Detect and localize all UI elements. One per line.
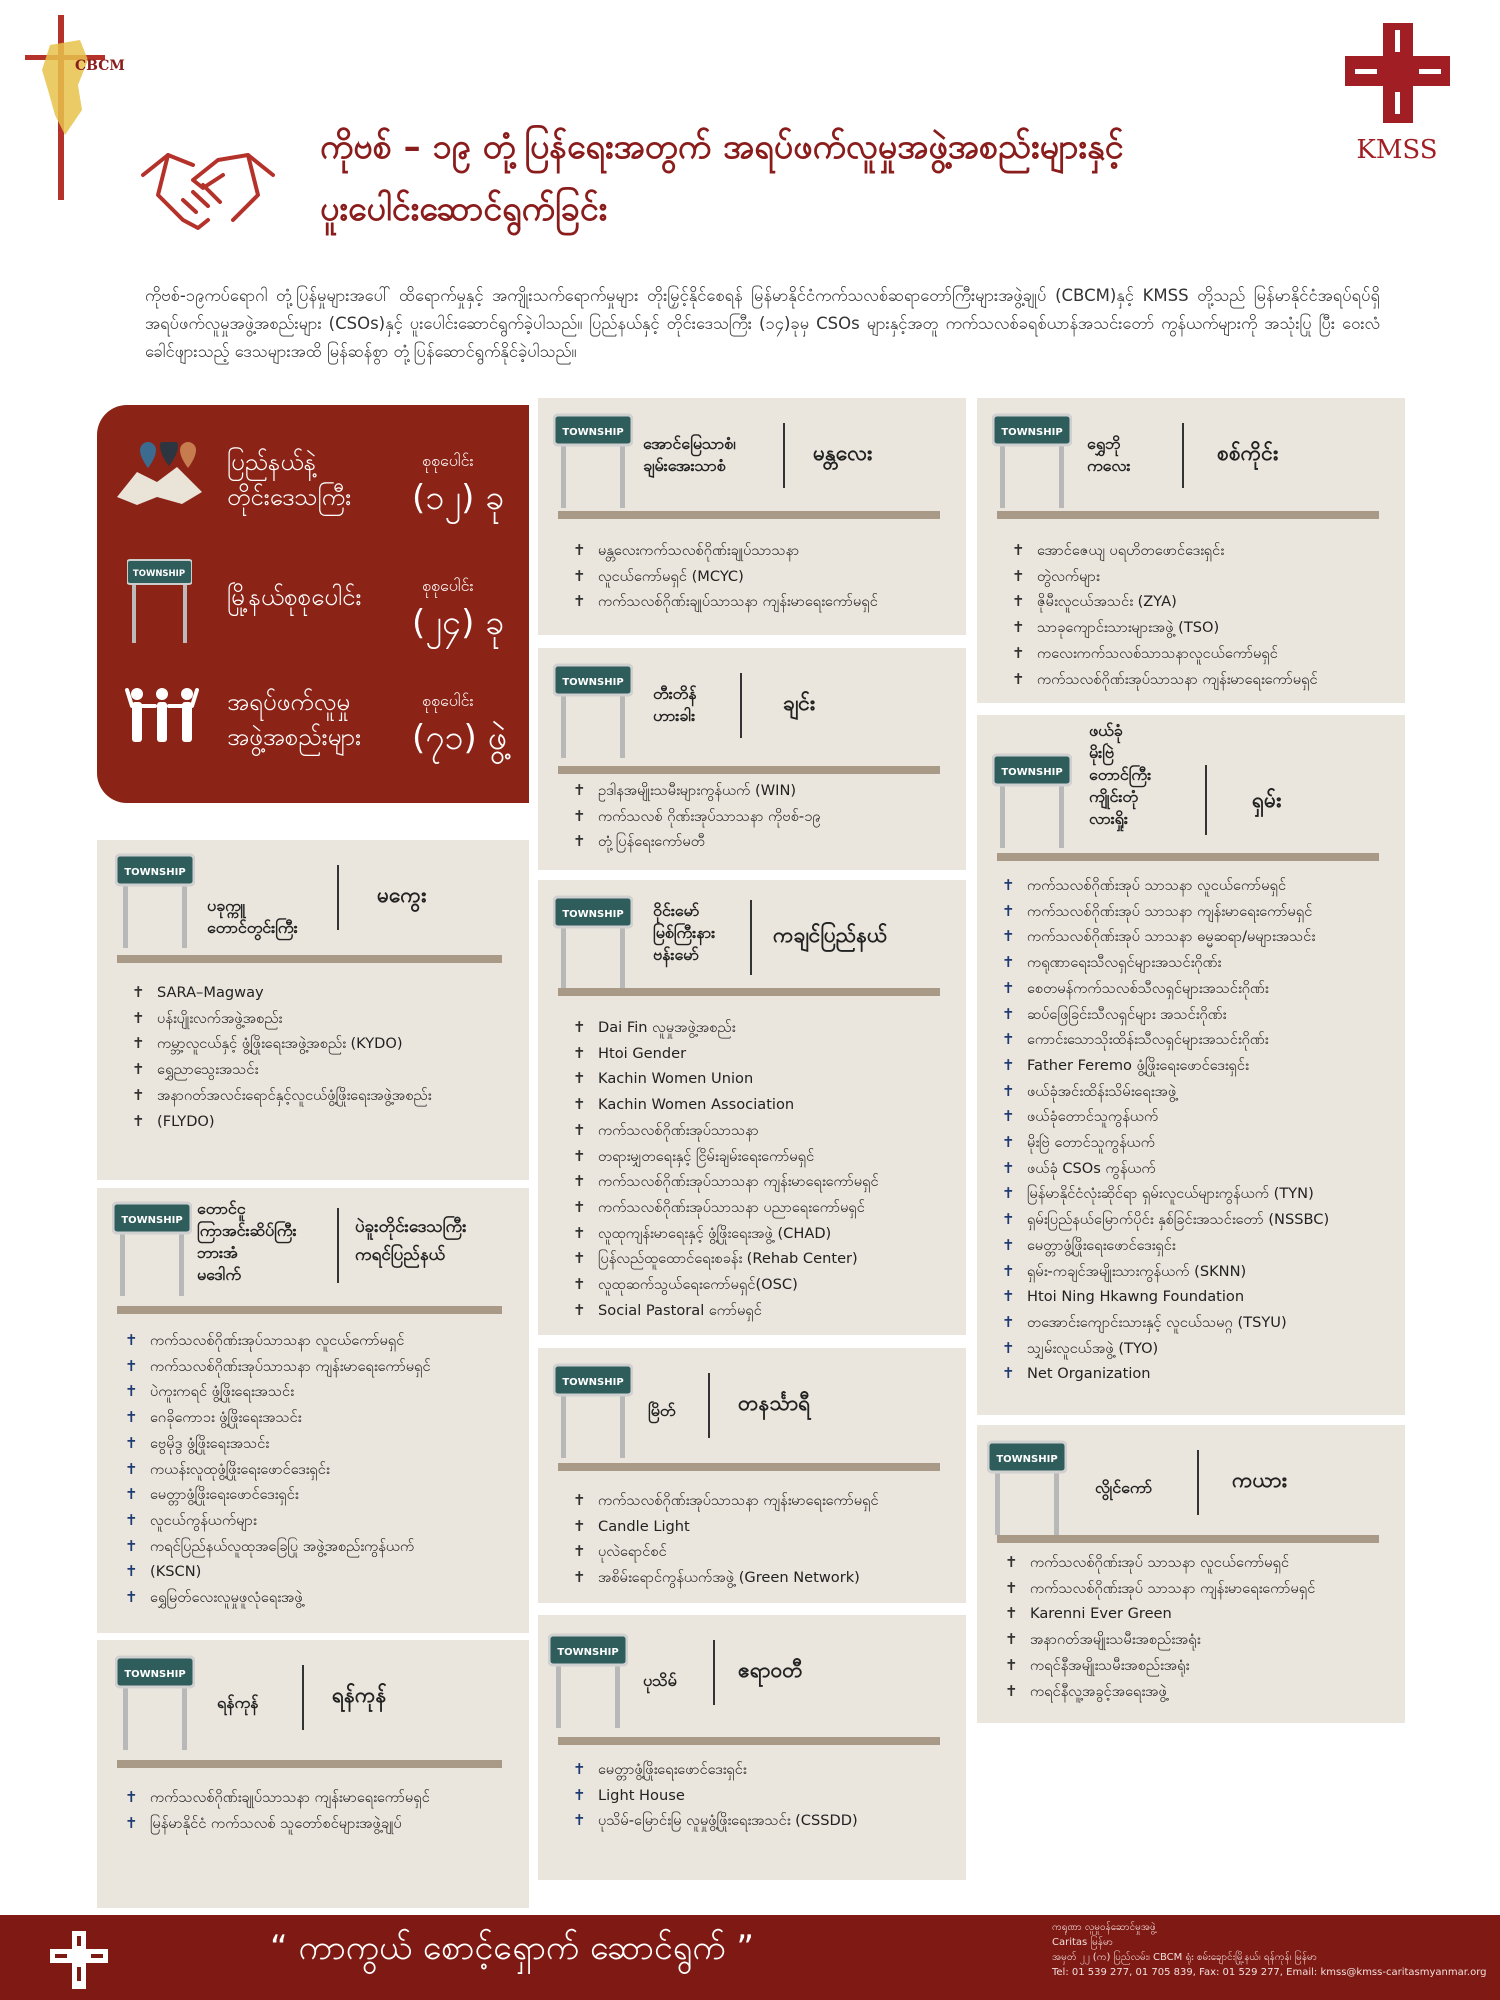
caritas-logo-icon [48,1929,110,1991]
cso-item: ✝ မေတ္တာဖွံ့ဖြိုးရေးဖောင်ဒေးရှင်း [573,1757,958,1783]
stat-value: (၂၄) ခု [412,603,505,643]
divider [337,1208,339,1283]
cso-list [132,980,522,1134]
cso-item: ✝ Htoi Gender [573,1041,958,1067]
township-sign-icon [115,850,195,950]
cso-item: ✝ ရှမ်းပြည်နယ်မြောက်ပိုင်း နှစ်ခြင်းအသင်းတော် (NSSBC) [1002,1207,1397,1233]
township-sign-icon [548,1630,628,1730]
divider-rule [558,1463,940,1471]
cso-item: ✝ တရားမျှတရေးနှင့် ငြိမ်းချမ်းရေးကော်မရှင် [573,1144,958,1170]
divider [337,865,339,930]
cso-item: ✝ (FLYDO) [132,1109,522,1135]
township-name: ကလေး [1087,456,1131,475]
divider-rule [997,511,1379,519]
stats-panel [97,405,529,803]
township-name: ကြာအင်းဆိပ်ကြီး [197,1221,297,1240]
cso-item: ✝ ကက်သလစ်ဂိုဏ်းအုပ်သာသနာ ကျန်းမာရေးကော်မရှင် [125,1354,520,1380]
cso-item: ✝ စေတမန်ကက်သလစ်သီလရှင်များအသင်းဂိုဏ်း [1002,976,1397,1002]
divider-rule [558,988,940,996]
township-sign-icon [553,660,633,760]
cso-item: ✝ တအောင်းကျောင်းသားနှင့် လူငယ်သမဂ္ဂ (TSYU) [1002,1310,1397,1336]
cso-item: ✝ ကက်သလစ်ဂိုဏ်းအုပ် သာသနာ ကျန်းမာရေးကော်မရှင် [1005,1576,1400,1602]
card-bago-kayin [97,1188,529,1633]
region-name: မန္တလေး [813,441,873,465]
stat-total-label: စုစုပေါင်း [422,451,474,470]
region-name: ကယား [1232,1468,1287,1492]
cso-item: ✝ ဖယ်ခုံတောင်သူကွန်ယက် [1002,1104,1397,1130]
region-name: ကချင်ပြည်နယ် [773,923,888,947]
township-name: လားရှိုး [1089,809,1128,828]
intro-paragraph: ကိုဗစ်-၁၉ကပ်ရောဂါ တုံ့ပြန်မှုများအပေါ် ထိရောက်မှုနှင့် အကျိုးသက်ရောက်မှုများ တိုးမြှင့်နိုင်စေရန် မြန်မာနိုင်ငံကက်သလစ်ဆရာတော်ကြီးများအဖွဲ့ချုပ် (CBCM)နှင့် KMSS တို့သည် မြန်မာနိုင်ငံအရပ်ရပ်ရှိ အရပ်ဖက်လူမှုအဖွဲ့အစည်းများ (CSOs)နှင့် ပူးပေါင်းဆောင်ရွက်ခဲ့ပါသည်။ ပြည်နယ်နှင့် တိုင်းဒေသကြီး (၁၄)ခုမှ CSOs များနှင့်အတူ ကက်သလစ်ခရစ်ယာန်အသင်းတော် ကွန်ယက်များကို အသုံးပြု ပြီး ဝေးလံခေါင်ဖျားသည့် ဒေသများအထိ မြန်ဆန်စွာ တုံ့ပြန်ဆောင်ရွက်နိုင်ခဲ့ပါသည်။ [145,286,1380,361]
cso-item: ✝ မိုးဗြဲ တောင်သူကွန်ယက် [1002,1130,1397,1156]
cso-list [573,778,958,855]
cso-item: ✝ ကက်သလစ်ဂိုဏ်းချုပ်သာသနာ ကျန်းမာရေးကော်မရှင် [125,1785,520,1811]
cso-item: ✝ ကရုဏာရေးသီလရှင်များအသင်းဂိုဏ်း [1002,950,1397,976]
divider [1197,1450,1199,1515]
card-kachin [538,880,966,1335]
cso-item: ✝ တွဲလက်များ [1012,564,1397,590]
cso-item: ✝ ပန်းပျိုးလက်အဖွဲ့အစည်း [132,1006,522,1032]
cso-item: ✝ Net Organization [1002,1361,1397,1387]
cso-item: ✝ ဗွေမိုဒွ ဖွံ့ဖြိုးရေးအသင်း [125,1431,520,1457]
cso-item: ✝ လူထုဆက်သွယ်ရေးကော်မရှင်(OSC) [573,1272,958,1298]
org-name: Caritas မြန်မာ [1052,1937,1113,1948]
address: အမှတ် ၂၂ (က) ပြည်လမ်း၊ CBCM ရုံး စမ်းချောင်းမြို့နယ်၊ ရန်ကုန်၊ မြန်မာ [1052,1952,1317,1963]
divider [740,673,742,738]
cso-item: ✝ ကက်သလစ်ဂိုဏ်းအုပ် သာသနာ ဓမ္မဆရာ/မများအသင်း [1002,924,1397,950]
map-pins-icon [112,442,207,507]
township-name: ဘားအံ [197,1243,238,1262]
township-sign-icon [987,1437,1067,1537]
township-name: ပခုက္ကူ [207,896,246,915]
cso-item: ✝ ပြန်လည်ထူထောင်ရေးစခန်း (Rehab Center) [573,1246,958,1272]
township-name: ချမ်းအေးသာစံ [643,456,726,475]
township-name: တောင်တွင်းကြီး [207,918,298,937]
divider [713,1640,715,1705]
cso-item: ✝ ကက်သလစ်ဂိုဏ်းအုပ် သာသနာ လူငယ်ကော်မရှင် [1002,873,1397,899]
township-name: ဟားခါး [653,706,696,725]
cso-list [573,538,958,615]
cso-item: ✝ Htoi Ning Hkawng Foundation [1002,1284,1397,1310]
cso-item: ✝ ဖယ်ခုံ CSOs ကွန်ယက် [1002,1156,1397,1182]
township-name: ဖယ်ခုံ [1089,721,1123,740]
cso-item: ✝ ကမ္ဘာ့လူငယ်နှင့် ဖွံ့ဖြိုးရေးအဖွဲ့အစည်း (KYDO) [132,1031,522,1057]
cso-item: ✝ Father Feremo ဖွံ့ဖြိုးရေးဖောင်ဒေးရှင်း [1002,1053,1397,1079]
township-sign-icon [992,410,1072,510]
cso-item: ✝ အောင်ဇေယျ ပရဟိတဖောင်ဒေးရှင်း [1012,538,1397,564]
divider-rule [997,1535,1379,1543]
page-title-line2: ပူးပေါင်းဆောင်ရွက်ခြင်း [320,189,608,229]
cso-item: ✝ သာခုကျောင်းသားများအဖွဲ့ (TSO) [1012,615,1397,641]
township-sign-icon [112,1198,192,1298]
township-sign-icon [127,555,192,645]
sign-label: TOWNSHIP [996,1454,1058,1465]
sign-label: TOWNSHIP [562,909,624,920]
cso-list [1002,873,1397,1387]
region-name: ကရင်ပြည်နယ် [355,1245,446,1265]
divider-rule [117,1760,502,1768]
township-sign-icon [553,892,633,992]
township-name: ကျိုင်းတုံ [1089,787,1138,806]
sign-label: TOWNSHIP [557,1647,619,1658]
cso-item: ✝ ကယန်းလူထုဖွံ့ဖြိုးရေးဖောင်ဒေးရှင်း [125,1457,520,1483]
township-sign-icon [992,750,1072,850]
stat-label: အရပ်ဖက်လူမှု [227,688,350,716]
kmss-logo [1335,18,1460,168]
cso-item: ✝ ကက်သလစ်ဂိုဏ်းအုပ် သာသနာ လူငယ်ကော်မရှင် [1005,1550,1400,1576]
cso-list [125,1328,520,1611]
cso-list [573,1488,958,1591]
cso-item: ✝ Kachin Women Association [573,1092,958,1118]
cso-item: ✝ ကက်သလစ်ဂိုဏ်းချုပ်သာသနာ ကျန်းမာရေးကော်မရှင် [573,589,958,615]
card-shan [977,715,1405,1415]
township-name: မြစ်ကြီးနား [653,923,716,942]
card-mandalay [538,398,966,635]
cso-item: ✝ တုံ့ပြန်ရေးကော်မတီ [573,829,958,855]
stat-csos [97,670,529,790]
sign-label: TOWNSHIP [1001,427,1063,438]
region-name: ပဲခူးတိုင်းဒေသကြီး [355,1217,467,1237]
cso-item: ✝ ရှမ်း-ကချင်အမျိုးသားကွန်ယက် (SKNN) [1002,1259,1397,1285]
cso-list [573,1015,958,1323]
region-name: ရှမ်း [1252,788,1282,812]
region-name: မကွေး [377,883,427,907]
divider [783,423,785,488]
region-name: ဧရာဝတီ [738,1658,803,1682]
cso-item: ✝ မေတ္တာဖွံ့ဖြိုးရေးဖောင်ဒေးရှင်း [1002,1233,1397,1259]
divider-rule [558,766,940,774]
stat-states-regions [97,430,529,550]
cso-item: ✝ မေတ္တာဖွံ့ဖြိုးရေးဖောင်ဒေးရှင်း [125,1482,520,1508]
cso-item: ✝ ဥဒါနအမျိုးသမီးများကွန်ယက် (WIN) [573,778,958,804]
township-name: တီးတိန် [653,684,697,703]
sign-label: TOWNSHIP [124,1669,186,1680]
stat-total-label: စုစုပေါင်း [422,691,474,710]
cso-item: ✝ လူငယ်ကွန်ယက်များ [125,1508,520,1534]
sign-label: TOWNSHIP [132,569,186,579]
township-name: ဝိုင်းမော် [653,901,700,920]
sign-label: TOWNSHIP [121,1215,183,1226]
divider [708,1373,710,1438]
township-name: တောင်ငူ [197,1199,246,1218]
stat-value: (၇၁) ဖွဲ့ [412,718,508,758]
cso-item: ✝ ကက်သလစ်ဂိုဏ်းအုပ်သာသနာ [573,1118,958,1144]
divider-rule [558,1737,940,1745]
region-name: ချင်း [783,691,816,715]
sign-label: TOWNSHIP [1001,767,1063,778]
stat-value: (၁၂) ခု [412,478,505,518]
cso-list [573,1757,958,1834]
cso-item: ✝ ကရင်နီအမျိုးသမီးအစည်းအရုံး [1005,1653,1400,1679]
township-name: ရွှေဘို [1087,434,1121,453]
township-sign-icon [553,410,633,510]
cso-item: ✝ (KSCN) [125,1559,520,1585]
township-sign-icon [115,1652,195,1752]
cso-item: ✝ ကောင်းသောသိုးထိန်းသီလရှင်များအသင်းဂိုဏ်း [1002,1027,1397,1053]
cso-item: ✝ Candle Light [573,1514,958,1540]
sign-label: TOWNSHIP [562,677,624,688]
sign-label: TOWNSHIP [562,1377,624,1388]
cso-item: ✝ Dai Fin လူမှုအဖွဲ့အစည်း [573,1015,958,1041]
card-ayeyarwady [538,1615,966,1880]
cso-item: ✝ ပုလဲရောင်စင် [573,1539,958,1565]
sign-label: TOWNSHIP [562,427,624,438]
cso-item: ✝ Social Pastoral ကော်မရှင် [573,1298,958,1324]
cso-item: ✝ ရွှေညာသွေးအသင်း [132,1057,522,1083]
org-name: ကရုဏာ လူမှုဝန်ဆောင်မှုအဖွဲ့ [1052,1922,1156,1933]
divider [302,1665,304,1730]
sign-label: TOWNSHIP [124,867,186,878]
cso-item: ✝ ဇိုမီးလူငယ်အသင်း (ZYA) [1012,589,1397,615]
cso-item: ✝ ပုသိမ်-မြောင်းမြ လူမှုဖွံ့ဖြိုးရေးအသင်း (CSSDD) [573,1808,958,1834]
cso-item: ✝ ကက်သလစ်ဂိုဏ်းအုပ် သာသနာ ကျန်းမာရေးကော်မရှင် [1002,899,1397,925]
page-title-line1: ကိုဗစ် – ၁၉ တုံ့ပြန်ရေးအတွက် အရပ်ဖက်လူမှုအဖွဲ့အစည်းများနှင့် [320,127,1124,167]
stat-townships [97,550,529,670]
cso-item: ✝ ကက်သလစ်ဂိုဏ်းအုပ်သာသနာ ပညာရေးကော်မရှင် [573,1195,958,1221]
cso-item: ✝ Kachin Women Union [573,1066,958,1092]
stat-label: အဖွဲ့အစည်းများ [227,723,362,751]
stat-label: မြို့နယ်စုစုပေါင်း [227,583,362,611]
stat-total-label: စုစုပေါင်း [422,576,474,595]
cso-item: ✝ အစိမ်းရောင်ကွန်ယက်အဖွဲ့ (Green Network) [573,1565,958,1591]
township-name: မဒေါက် [197,1265,241,1284]
township-name: မြိတ် [648,1401,676,1420]
cso-item: ✝ Light House [573,1783,958,1809]
people-icon [125,682,200,747]
cso-item: ✝ ပဲကူးကရင် ဖွံ့ဖြိုးရေးအသင်း [125,1379,520,1405]
card-sagaing [977,398,1405,703]
card-yangon [97,1640,529,1908]
cso-item: ✝ ဂေခိုကော၁း ဖွံ့ဖြိုးရေးအသင်း [125,1405,520,1431]
cso-item: ✝ SARA–Magway [132,980,522,1006]
cso-item: ✝ ကက်သလစ်ဂိုဏ်းအုပ်သာသနာ ကျန်းမာရေးကော်မရှင် [573,1169,958,1195]
kmss-logo-text: KMSS [1356,135,1438,165]
cso-item: ✝ ရွှေမြတ်လေးလူမှုဖူလုံရေးအဖွဲ့ [125,1585,520,1611]
township-name: ပုသိမ် [643,1671,677,1690]
region-name: တနင်္သာရီ [738,1391,811,1415]
cso-item: ✝ မန္တလေးကက်သလစ်ဂိုဏ်းချုပ်သာသနာ [573,538,958,564]
township-name: တောင်ကြီး [1089,765,1152,784]
cso-item: ✝ ကက်သလစ်ဂိုဏ်းအုပ်သာသနာ ကျန်းမာရေးကော်မရှင် [573,1488,958,1514]
region-name: စစ်ကိုင်း [1217,441,1279,465]
cso-item: ✝ ကက်သလစ် ဂိုဏ်းအုပ်သာသနာ ကိုဗစ်-၁၉ [573,804,958,830]
township-name: မိုးဗြဲ [1089,743,1115,762]
cso-item: ✝ ကက်သလစ်ဂိုဏ်းအုပ်သာသနာ ကျန်းမာရေးကော်မရှင် [1012,667,1397,693]
divider-rule [117,1306,502,1314]
divider [750,900,752,975]
cso-item: ✝ ကက်သလစ်ဂိုဏ်းအုပ်သာသနာ လူငယ်ကော်မရှင် [125,1328,520,1354]
divider-rule [117,955,502,963]
cso-list [125,1785,520,1836]
stat-label: တိုင်းဒေသကြီး [227,483,352,511]
cso-item: ✝ မြန်မာနိုင်ငံ ကက်သလစ် သူတော်စင်များအဖွဲ့ချုပ် [125,1811,520,1837]
divider-rule [997,853,1379,861]
card-chin [538,648,966,870]
footer-contact [1052,1920,1492,1980]
divider-rule [558,511,940,519]
cso-item: ✝ အနာဂတ်အလင်းရောင်နှင့်လူငယ်ဖွံ့ဖြိုးရေးအဖွဲ့အစည်း [132,1083,522,1109]
handshake-icon [138,140,278,235]
cso-list [1012,538,1397,692]
card-kayah [977,1425,1405,1723]
stat-label: ပြည်နယ်နဲ့ [227,448,317,476]
township-name: ရန်ကုန် [217,1693,259,1712]
cso-item: ✝ လူထုကျန်းမာရေးနှင့် ဖွံ့ဖြိုးရေးအဖွဲ့ (CHAD) [573,1221,958,1247]
card-magway [97,840,529,1180]
cbcm-logo-text: CBCM [75,58,125,74]
township-sign-icon [553,1360,633,1460]
cso-item: ✝ လူငယ်ကော်မရှင် (MCYC) [573,564,958,590]
cso-item: ✝ ကရင်ပြည်နယ်လူထုအခြေပြု အဖွဲ့အစည်းကွန်ယက် [125,1534,520,1560]
cso-item: ✝ ကရင်နီလူ့အခွင့်အရေးအဖွဲ့ [1005,1679,1400,1705]
cso-item: ✝ ကလေးကက်သလစ်သာသနာလူငယ်ကော်မရှင် [1012,641,1397,667]
cso-list [1005,1550,1400,1704]
township-name: အောင်မြေသာစံ၊ [643,434,736,453]
cso-item: ✝ သျှမ်းလူငယ်အဖွဲ့ (TYO) [1002,1336,1397,1362]
footer-slogan: “ ကာကွယ် စောင့်ရှောက် ဆောင်ရွက် ” [270,1928,754,1968]
cso-item: ✝ Karenni Ever Green [1005,1601,1400,1627]
cso-item: ✝ ဖယ်ခုံအင်းထိန်းသိမ်းရေးအဖွဲ့ [1002,1079,1397,1105]
card-tanintharyi [538,1348,966,1603]
cso-item: ✝ ဆပ်ဖြေခြင်းသီလရှင်များ အသင်းဂိုဏ်း [1002,1002,1397,1028]
township-name: ဗန်းမော် [653,945,699,964]
contact-line: Tel: 01 539 277, 01 705 839, Fax: 01 529 277, Email: kmss@kmss-caritasmyanmar.org [1052,1967,1487,1978]
cso-item: ✝ မြန်မာနိုင်ငံလုံးဆိုင်ရာ ရှမ်းလူငယ်များကွန်ယက် (TYN) [1002,1181,1397,1207]
cso-item: ✝ အနာဂတ်အမျိုးသမီးအစည်းအရုံး [1005,1627,1400,1653]
township-name: လွိုင်ကော် [1095,1478,1153,1497]
divider [1205,765,1207,835]
cbcm-logo [20,15,140,200]
region-name: ရန်ကုန် [332,1683,387,1707]
divider [1182,423,1184,488]
